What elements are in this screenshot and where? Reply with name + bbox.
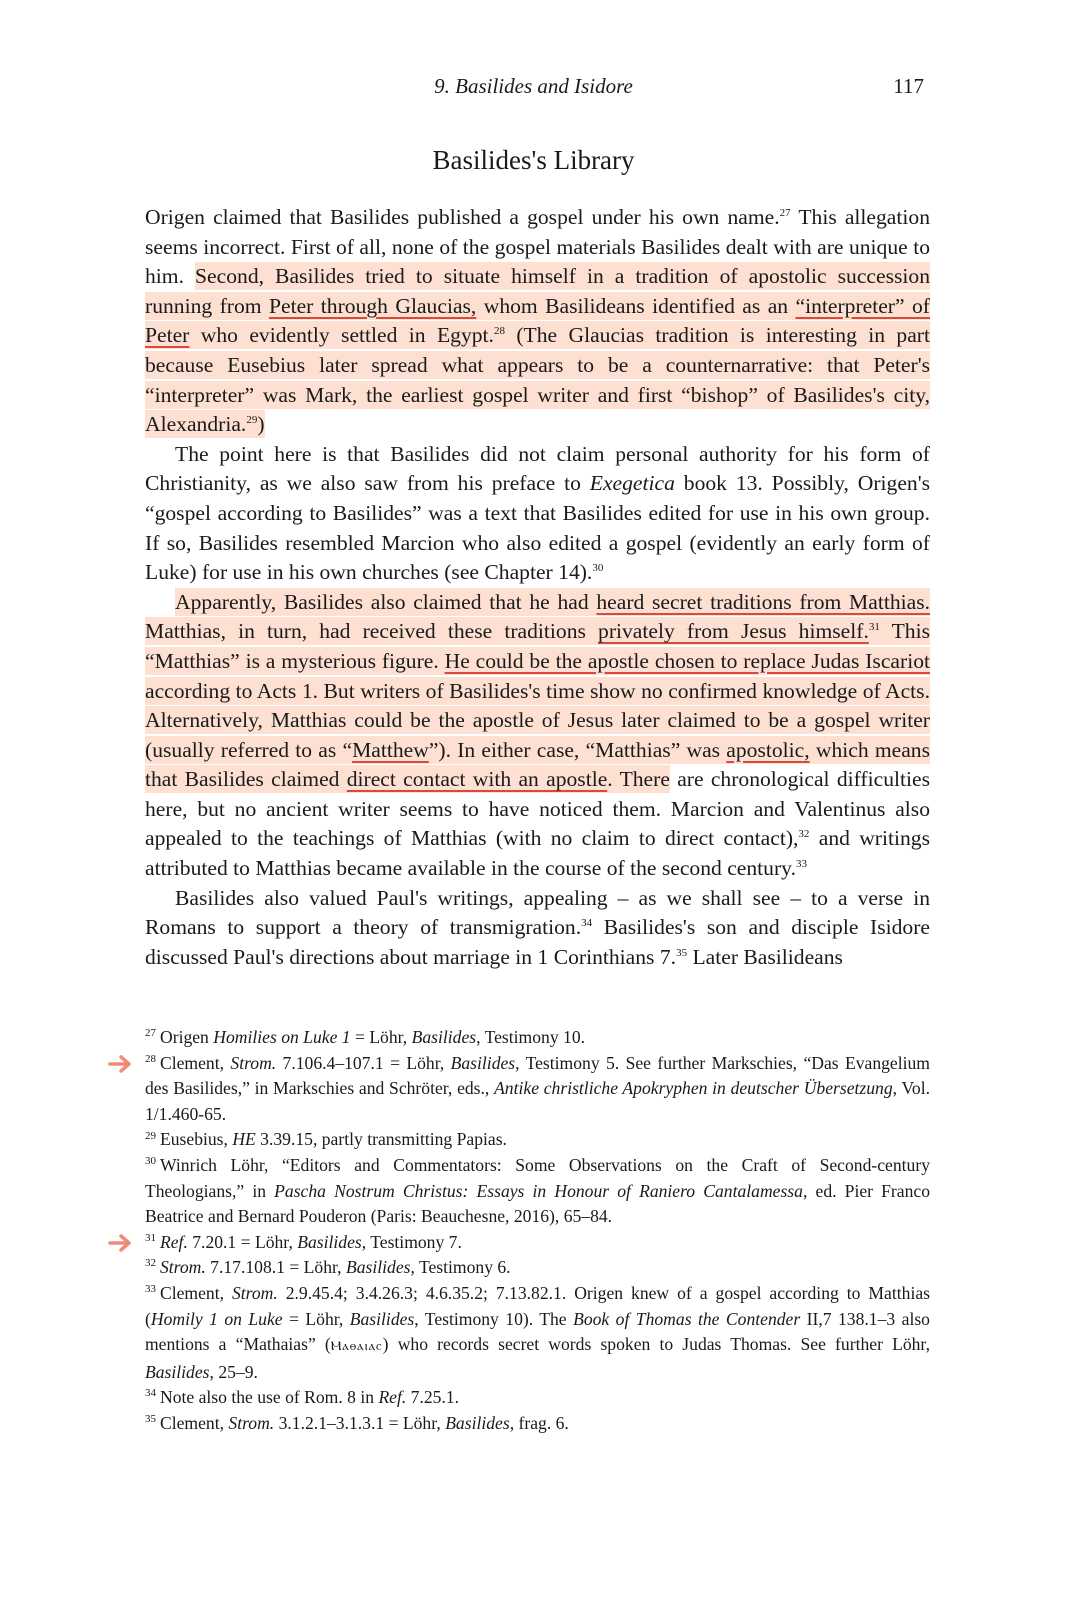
text-run: whom Basilideans identified as an <box>476 293 796 318</box>
footnote-28 <box>145 1051 930 1128</box>
text-run: who evidently settled in Egypt. <box>189 323 494 348</box>
italic-title: Basilides <box>297 1231 362 1252</box>
italic-title: Basilides <box>349 1308 415 1329</box>
underlined-text: Matthew <box>352 737 429 762</box>
highlight <box>145 262 930 438</box>
text-run: 2.9.45.4; 3.4.26.3; 4.6.35.2; 7.13.82.1. Origen knew of a gospel according to Matthias ( <box>145 1282 930 1329</box>
italic-title: Basilides <box>345 1257 411 1278</box>
text-run: Clement, <box>160 1412 229 1433</box>
italic-title: Ref. <box>378 1387 407 1408</box>
text-run: Basilides also valued Paul's writings, appealing – as we shall see – to a verse in Romans to support a theory of transmigration. <box>145 885 930 940</box>
italic-title: Strom. <box>160 1257 206 1278</box>
footnote-31 <box>145 1230 930 1256</box>
footnote-number: 27 <box>145 1027 156 1040</box>
footnote-ref: 29 <box>246 413 258 426</box>
footnote-number: 33 <box>145 1283 156 1296</box>
text-run: Eusebius, <box>160 1129 233 1150</box>
italic-title: Basilides <box>445 1412 510 1433</box>
footnote-34 <box>145 1385 930 1411</box>
footnote-number: 34 <box>145 1387 156 1400</box>
italic-title: Strom. <box>231 1282 278 1303</box>
text-run: , Testimony 10. <box>476 1027 586 1047</box>
italic-title: Homilies on Luke 1 <box>213 1027 351 1047</box>
text-run: Apparently, Basilides also claimed that he had <box>175 589 597 614</box>
text-run: 3.39.15, partly transmitting Papias. <box>255 1129 507 1150</box>
footnote-ref: 27 <box>779 206 791 219</box>
text-run: , Testimony 7. <box>361 1231 462 1252</box>
text-run: 7.17.108.1 = Löhr, <box>205 1257 346 1278</box>
text-run: book 13. Possibly, Origen's “gospel according to Basilides” was a text that Basilides edited for use in his own group. If so, Basilides resembled Marcion who also edited a gospel (evidently an early form of Luke) for use in his own churches (see Chapter 14). <box>145 471 931 585</box>
italic-title: Book of Thomas the Contender <box>573 1308 801 1329</box>
italic-title: Homily 1 on Luke <box>150 1308 283 1329</box>
text-run: Note also the use of Rom. 8 in <box>160 1387 379 1408</box>
body-text <box>145 203 930 972</box>
text-run: (The Glaucias tradition is interesting in part because Eusebius later spread what appears to be a counternarrative: that Peter's “interpreter” was Mark, the earliest gospel writer and first “bishop” of Basilides's city, Alexandria. <box>145 323 930 437</box>
paragraph-3 <box>145 588 930 884</box>
text-run: 7.20.1 = Löhr, <box>187 1231 298 1252</box>
text-run: = Löhr, <box>282 1308 350 1329</box>
footnote-ref: 28 <box>493 325 505 338</box>
text-run: Winrich Löhr, “Editors and Commentators: Some Observations on the Craft of Second-century Theologians,” in <box>145 1154 930 1201</box>
italic-title: Strom. <box>230 1052 277 1073</box>
footnote-33 <box>145 1281 930 1385</box>
text-run: Origen claimed that Basilides published a gospel under his own name. <box>145 205 780 229</box>
footnote-29 <box>145 1127 930 1153</box>
text-run: , Vol. 1/1.460-65. <box>145 1078 930 1124</box>
text-run: Second, Basilides tried to situate himself in a tradition of apostolic succession running from <box>145 264 930 318</box>
text-run: Later Basilideans <box>687 944 843 969</box>
text-run: 7.25.1. <box>406 1387 460 1408</box>
footnote-ref: 33 <box>795 857 807 870</box>
italic-title: Basilides <box>450 1052 516 1073</box>
text-run: , Testimony 6. <box>410 1257 511 1278</box>
footnote-ref: 30 <box>592 561 604 574</box>
text-run: Clement, <box>160 1282 232 1303</box>
right-arrow-icon <box>108 1230 136 1256</box>
text-run: Basilides's son and disciple Isidore discussed Paul's directions about marriage in 1 Corinthians 7. <box>145 915 930 969</box>
underlined-text: heard secret traditions from Matthias. <box>596 589 931 614</box>
text-run: and writings attributed to Matthias became available in the course of the second century. <box>145 826 930 881</box>
text-run: which means that Basilides claimed <box>145 737 931 792</box>
page-number: 117 <box>893 74 924 98</box>
running-header-chapter: 9. Basilides and Isidore <box>434 74 633 98</box>
paragraph-2 <box>145 440 930 588</box>
text-run: are chronological difficulties here, but no ancient writer seems to have noticed them. Marcion and Valentinus also appealed to the teachings of Matthias (with no claim to direct contact), <box>145 767 930 851</box>
underlined-text: direct contact with an apostle <box>346 767 608 792</box>
section-title: Basilides's Library <box>432 145 635 175</box>
text-run: = Löhr, <box>350 1027 412 1047</box>
text-run: . There <box>607 767 670 792</box>
text-run: ”). In either case, “Matthias” was <box>428 737 727 762</box>
italic-title: Basilides <box>145 1361 210 1382</box>
highlight <box>145 588 930 794</box>
footnote-32 <box>145 1255 930 1281</box>
text-run: 7.106.4–107.1 = Löhr, <box>276 1052 451 1073</box>
footnotes <box>145 1025 930 1437</box>
text-run: , Testimony 5. See further Markschies, “Das Evangelium des Basilides,” in Markschies and Schröter, eds., <box>145 1052 930 1099</box>
footnote-ref: 32 <box>798 828 810 841</box>
underlined-text: privately from Jesus himself. <box>598 619 869 644</box>
footnote-number: 31 <box>145 1231 156 1244</box>
underlined-text: “interpreter” of Peter <box>145 293 930 348</box>
footnote-ref: 34 <box>581 917 593 930</box>
footnote-ref: 31 <box>868 621 880 634</box>
underlined-text: He could be the apostle chosen to replace Judas Iscariot <box>444 648 930 673</box>
italic-title: Exegetica <box>589 471 675 496</box>
text-run: This allegation seems incorrect. First of all, none of the gospel materials Basilides dealt with are unique to him. <box>145 205 930 289</box>
text-run: The point here is that Basilides did not claim personal authority for his form of Christianity, as we also saw from his preface to <box>145 441 930 496</box>
text-run: II,7 138.1–3 also mentions a “Mathaias” ( <box>145 1308 930 1355</box>
italic-title: Basilides <box>411 1027 477 1047</box>
underlined-text: Peter through Glaucias, <box>269 293 477 318</box>
coptic-text: Ⲙⲁⲑⲁⲓⲁⲥ <box>330 1339 383 1355</box>
text-run: This “Matthias” is a mysterious figure. <box>145 619 930 673</box>
underlined-text: apostolic, <box>726 737 810 762</box>
text-run: , Testimony 10). The <box>414 1308 574 1329</box>
paragraph-1 <box>145 203 930 440</box>
footnote-number: 30 <box>145 1155 156 1168</box>
italic-title: Pascha Nostrum Christus: Essays in Honour of Raniero Cantalamessa <box>274 1180 803 1201</box>
text-run: Origen <box>160 1027 214 1047</box>
text-run: ) who records secret words spoken to Judas Thomas. See further Löhr, <box>382 1334 930 1355</box>
footnote-30 <box>145 1153 930 1230</box>
text-run: , ed. Pier Franco Beatrice and Bernard Pouderon (Paris: Beauchesne, 2016), 65–84. <box>145 1180 930 1227</box>
italic-title: Strom. <box>228 1412 275 1433</box>
text-run: according to Acts 1. But writers of Basilides's time show no confirmed knowledge of Acts. Alternatively, Matthias could be the apostle of Jesus later claimed to be a gospel writer (usually referred to as “ <box>145 678 930 762</box>
footnote-number: 35 <box>145 1413 156 1426</box>
text-run: , frag. 6. <box>509 1412 569 1433</box>
italic-title: HE <box>232 1129 256 1150</box>
footnote-27 <box>145 1025 930 1051</box>
italic-title: Antike christliche Apokryphen in deutscher Übersetzung <box>494 1078 893 1099</box>
text-run: Clement, <box>160 1052 231 1073</box>
footnote-number: 32 <box>145 1257 156 1270</box>
footnote-35 <box>145 1411 930 1437</box>
italic-title: Ref. <box>160 1231 188 1252</box>
footnote-number: 28 <box>145 1052 156 1065</box>
text-run: Matthias, in turn, had received these traditions <box>145 619 599 644</box>
paragraph-4 <box>145 884 930 973</box>
footnote-number: 29 <box>145 1129 156 1142</box>
right-arrow-icon <box>108 1051 136 1077</box>
text-run: , 25–9. <box>209 1361 258 1382</box>
footnote-ref: 35 <box>676 946 688 959</box>
text-run: 3.1.2.1–3.1.3.1 = Löhr, <box>274 1412 446 1433</box>
text-run: ) <box>257 412 265 437</box>
